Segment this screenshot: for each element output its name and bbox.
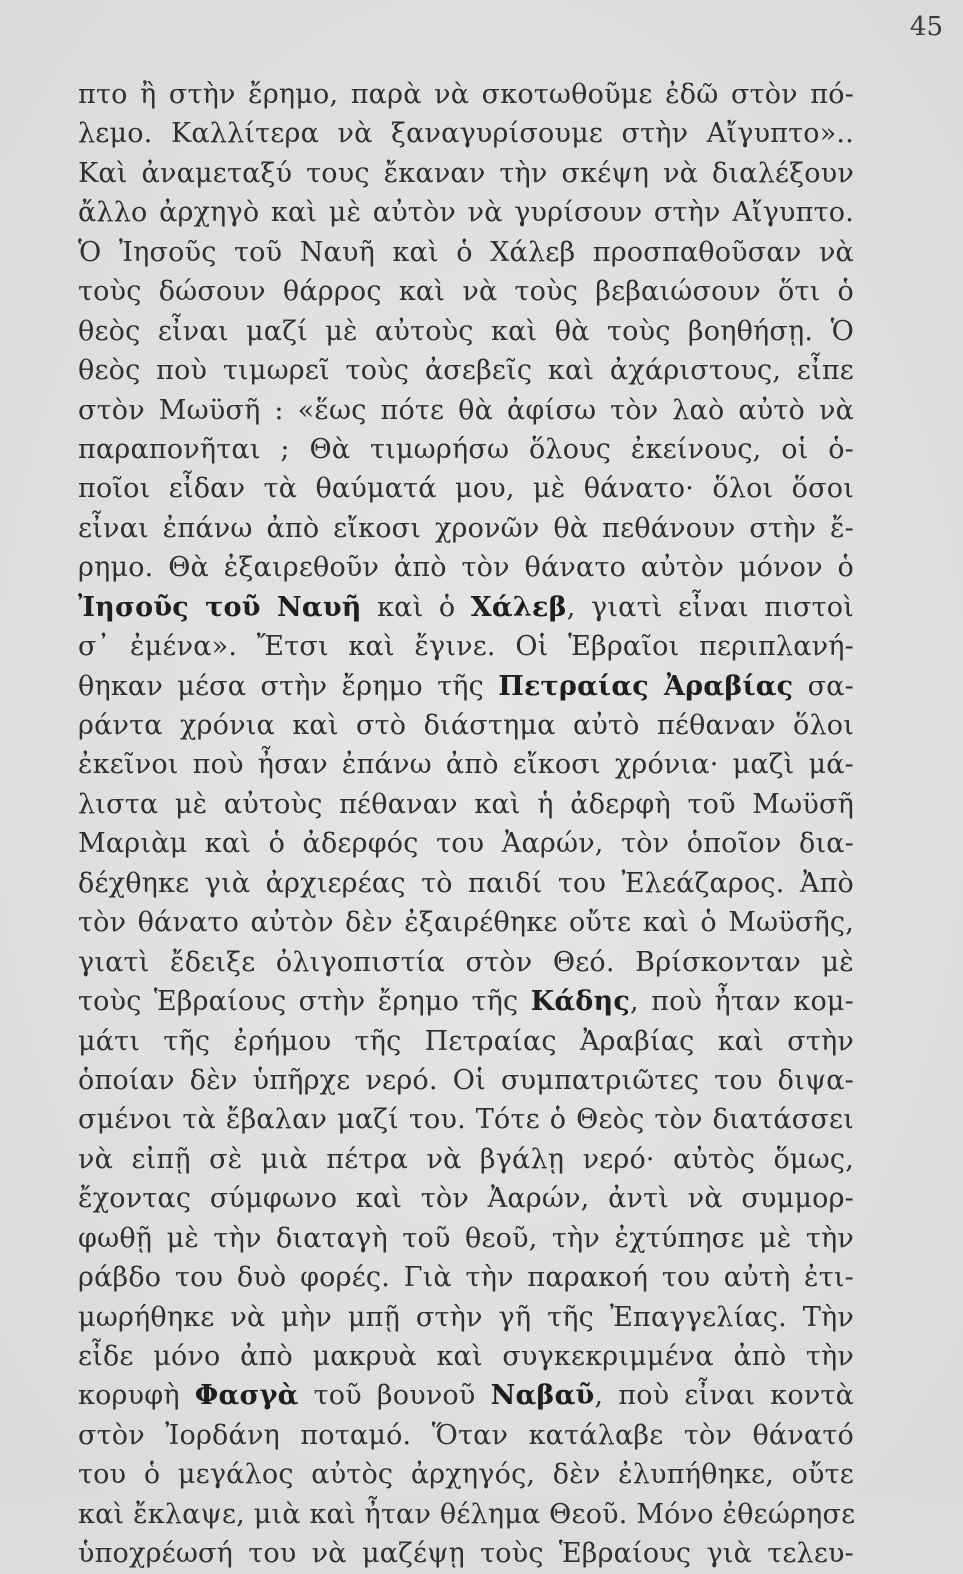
text-line: [78, 943, 854, 982]
text-run: θηκαν μέσα στὴν ἔρημο τῆς: [78, 670, 499, 702]
text-line: [78, 509, 854, 548]
text-run: δέχθηκε γιὰ ἀρχιερέας τὸ παιδί του Ἐλεάζαρος. Ἀπὸ: [78, 867, 854, 899]
text-run: λεμο. Καλλίτερα νὰ ξαναγυρίσουμε στὴν Αἴγυπτο»..: [78, 118, 854, 150]
text-run: ἔχοντας σύμφωνο καὶ τὸν Ἀαρών, ἀντὶ νὰ συμμορ-: [78, 1183, 854, 1215]
text-run: λιστα μὲ αὐτοὺς πέθαναν καὶ ἡ ἀδερφὴ τοῦ Μωϋσῆ: [78, 788, 854, 820]
body-text: [78, 75, 854, 1574]
text-run: νὰ εἰπῇ σὲ μιὰ πέτρα νὰ βγάλῃ νερό· αὐτὸς ὅμως,: [78, 1143, 854, 1175]
text-line: [78, 312, 854, 351]
text-line: [78, 193, 854, 232]
text-line: [78, 1298, 854, 1337]
text-run: φωθῇ μὲ τὴν διαταγὴ τοῦ θεοῦ, τὴν ἐχτύπησε μὲ τὴν: [78, 1222, 854, 1254]
text-run: πτο ἢ στὴν ἔρημο, παρὰ νὰ σκοτωθοῦμε ἐδῶ στὸν πό-: [78, 79, 854, 110]
text-line: [78, 351, 854, 390]
text-run: εἶναι ἐπάνω ἀπὸ εἴκοσι χρονῶν θὰ πεθάνουν στὴν ἔ-: [78, 512, 854, 544]
text-line: [78, 1495, 854, 1534]
text-line: [78, 1455, 854, 1494]
text-line: [78, 1140, 854, 1179]
text-run: τοὺς δώσουν θάρρος καὶ νὰ τοὺς βεβαιώσουν ὅτι ὁ: [78, 276, 854, 308]
text-line: [78, 1061, 854, 1100]
text-line: [78, 469, 854, 508]
text-line: [78, 430, 854, 469]
text-line: [78, 982, 854, 1021]
text-line: [78, 785, 854, 824]
text-line: [78, 1376, 854, 1415]
text-line: [78, 114, 854, 153]
text-run: Ὁ Ἰησοῦς τοῦ Ναυῆ καὶ ὁ Χάλεβ προσπαθοῦσαν νὰ: [78, 236, 854, 268]
text-line: [78, 667, 854, 706]
bold-name: Φασγὰ: [194, 1380, 299, 1412]
text-line: [78, 1534, 854, 1573]
text-run: καὶ ἔκλαψε, μιὰ καὶ ἦταν θέλημα Θεοῦ. Μόνο ἐθεώρησε: [78, 1498, 856, 1530]
text-run: παραπονῆται ; Θὰ τιμωρήσω ὅλους ἐκείνους, οἱ ὁ-: [78, 433, 854, 465]
text-run: του ὁ μεγάλος αὐτὸς ἀρχηγός, δὲν ἐλυπήθηκε, οὔτε: [78, 1459, 854, 1491]
text-line: [78, 1416, 854, 1455]
text-run: γιατὶ ἔδειξε ὀλιγοπιστία στὸν Θεό. Βρίσκονταν μὲ: [78, 946, 854, 978]
text-run: θεὸς ποὺ τιμωρεῖ τοὺς ἀσεβεῖς καὶ ἀχάριστους, εἶπε: [78, 355, 854, 387]
text-run: στὸν Ἰορδάνη ποταμό. Ὅταν κατάλαβε τὸν θάνατό: [78, 1419, 854, 1451]
text-line: [78, 588, 854, 627]
text-line: [78, 745, 854, 784]
text-run: ράντα χρόνια καὶ στὸ διάστημα αὐτὸ πέθαναν ὅλοι: [78, 710, 854, 741]
text-run: σμένοι τὰ ἔβαλαν μαζί του. Τότε ὁ Θεὸς τὸν διατάσσει: [78, 1104, 854, 1136]
text-run: ὁποίαν δὲν ὑπῆρχε νερό. Οἱ συμπατριῶτες του διψα-: [78, 1064, 854, 1096]
text-run: μάτι τῆς ἐρήμου τῆς Πετραίας Ἀραβίας καὶ στὴν: [78, 1025, 854, 1057]
text-line: [78, 272, 854, 311]
text-run: στὸν Μωϋσῆ : «ἕως πότε θὰ ἀφίσω τὸν λαὸ αὐτὸ νὰ: [78, 394, 854, 426]
text-run: καὶ ὁ: [361, 591, 471, 623]
text-line: [78, 154, 854, 193]
text-run: ράβδο του δυὸ φορές. Γιὰ τὴν παρακοή του αὐτὴ ἐτι-: [78, 1262, 854, 1294]
text-run: τοῦ βουνοῦ: [298, 1380, 491, 1412]
text-line: [78, 391, 854, 430]
text-line: [78, 1100, 854, 1139]
text-run: ρημο. Θὰ ἐξαιρεθοῦν ἀπὸ τὸν θάνατο αὐτὸν μόνον ὁ: [78, 552, 854, 584]
text-run: ἄλλο ἀρχηγὸ καὶ μὲ αὐτὸν νὰ γυρίσουν στὴν Αἴγυπτο.: [78, 197, 854, 229]
bold-name: Χάλεβ: [470, 591, 567, 623]
text-line: [78, 864, 854, 903]
text-line: [78, 548, 854, 587]
text-run: τοὺς Ἑβραίους στὴν ἔρημο τῆς: [78, 986, 531, 1018]
text-line: [78, 706, 854, 745]
bold-name: Πετραίας Ἀραβίας: [498, 670, 794, 702]
text-run: , γιατὶ εἶναι πιστοὶ: [566, 591, 854, 623]
text-run: ποῖοι εἶδαν τὰ θαύματά μου, μὲ θάνατο· ὅλοι ὅσοι: [78, 473, 854, 505]
text-line: [78, 1219, 854, 1258]
text-line: [78, 1258, 854, 1297]
text-run: θεὸς εἶναι μαζί μὲ αὐτοὺς καὶ θὰ τοὺς βοηθήσῃ. Ὁ: [78, 315, 854, 347]
text-line: [78, 1022, 854, 1061]
text-run: ὑποχρέωσή του νὰ μαζέψῃ τοὺς Ἑβραίους γιὰ τελευ-: [78, 1538, 854, 1570]
text-line: [78, 1179, 854, 1218]
text-run: μωρήθηκε νὰ μὴν μπῇ στὴν γῆ τῆς Ἐπαγγελίας. Τὴν: [78, 1301, 854, 1333]
bold-name: Ἰησοῦς τοῦ Ναυῆ: [78, 591, 362, 623]
text-run: εἶδε μόνο ἀπὸ μακρυὰ καὶ συγκεκριμμένα ἀπὸ τὴν: [78, 1341, 854, 1372]
text-run: , ποὺ ἦταν κομ-: [629, 986, 855, 1018]
text-run: κορυφὴ: [78, 1380, 195, 1412]
text-line: [78, 627, 854, 666]
text-run: , ποὺ εἶναι κοντὰ: [594, 1380, 855, 1412]
bold-name: Κάδης: [530, 986, 630, 1018]
text-line: [78, 233, 854, 272]
text-run: ἐκεῖνοι ποὺ ἦσαν ἐπάνω ἀπὸ εἴκοσι χρόνια· μαζὶ μά-: [78, 749, 854, 781]
text-line: [78, 903, 854, 942]
page-number: 45: [909, 12, 943, 42]
bold-name: Ναβαῦ: [490, 1380, 595, 1412]
text-run: τὸν θάνατο αὐτὸν δὲν ἐξαιρέθηκε οὔτε καὶ ὁ Μωϋσῆς,: [78, 907, 854, 939]
text-line: [78, 824, 854, 863]
text-run: σα-: [793, 670, 854, 702]
text-run: σ᾽ ἐμένα». Ἔτσι καὶ ἔγινε. Οἱ Ἑβραῖοι περιπλανή-: [78, 631, 854, 663]
text-run: Καὶ ἀναμεταξύ τους ἔκαναν τὴν σκέψη νὰ διαλέξουν: [78, 157, 854, 189]
text-line: [78, 1337, 854, 1376]
text-run: Μαριὰμ καὶ ὁ ἀδερφός του Ἀαρών, τὸν ὁποῖον δια-: [78, 828, 854, 860]
text-line: [78, 75, 854, 114]
